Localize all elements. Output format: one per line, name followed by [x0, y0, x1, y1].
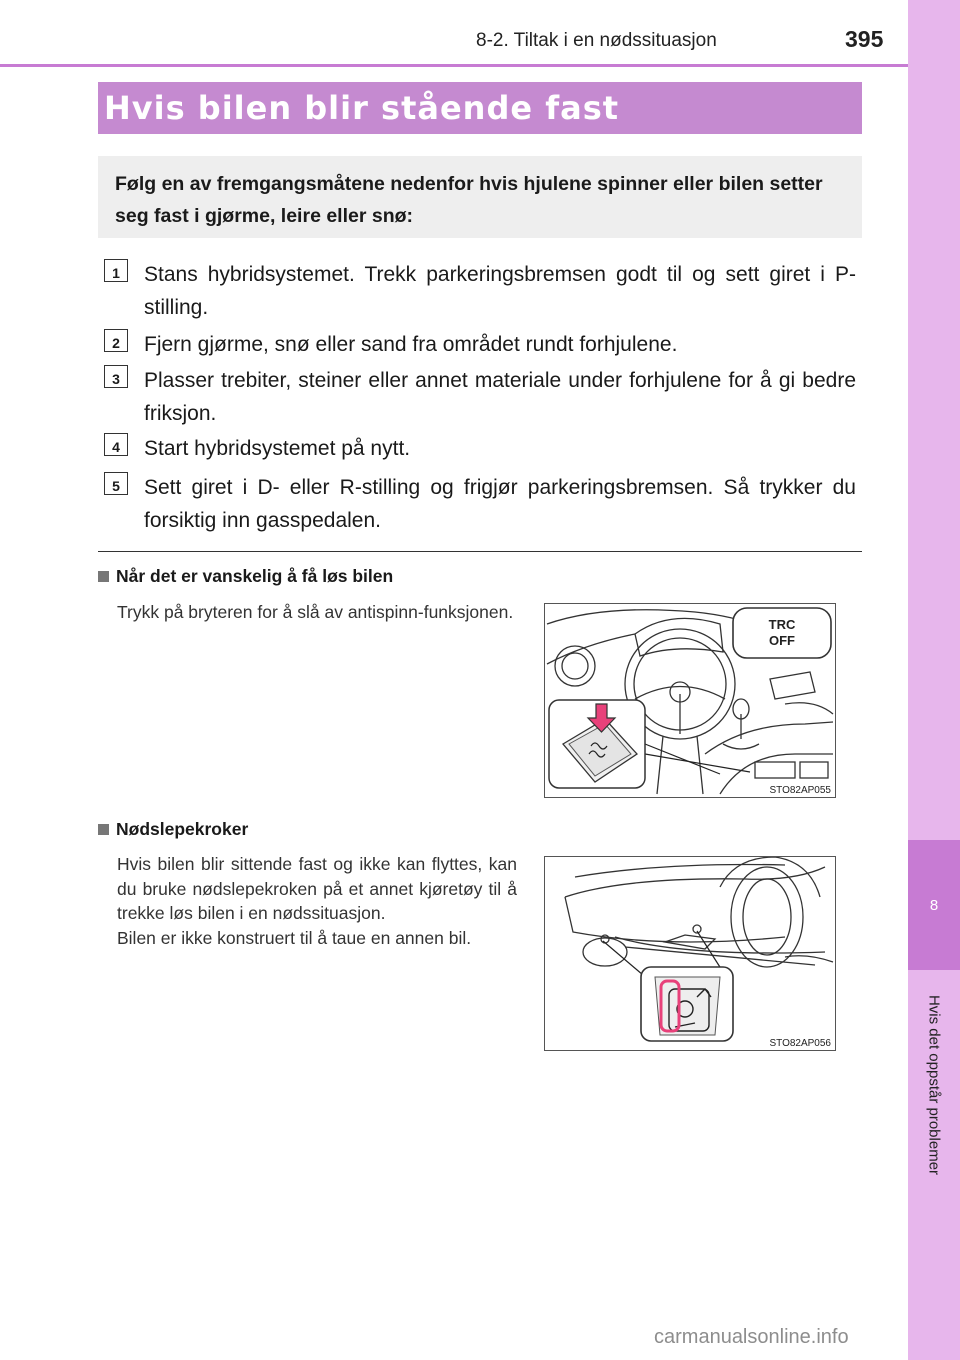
- step-3: [104, 364, 856, 430]
- step-text: Fjern gjørme, snø eller sand fra området rundt forhjulene.: [144, 333, 678, 356]
- figure-code: STO82AP056: [769, 1038, 831, 1049]
- square-bullet-icon: [98, 824, 109, 835]
- figure-trc-off-switch: [544, 603, 836, 798]
- step-number: 2: [104, 329, 128, 352]
- subsection-heading-tow-hooks: [98, 819, 248, 840]
- title-bar: [98, 82, 862, 134]
- header-rule: [0, 64, 908, 67]
- subsection-text-stuck: Trykk på bryteren for å slå av antispinn-funksjonen.: [117, 602, 514, 622]
- section-divider: [98, 551, 862, 552]
- step-5: [104, 471, 856, 537]
- intro-text: Følg en av fremgangsmåtene nedenfor hvis hjulene spinner eller bilen setter seg fast i gjørme, leire eller snø:: [115, 173, 823, 227]
- step-number: 1: [104, 259, 128, 282]
- chapter-number: 8: [908, 840, 960, 970]
- step-text: Stans hybridsystemet. Trekk parkeringsbremsen godt til og sett giret i P-stilling.: [144, 263, 856, 319]
- watermark: carmanualsonline.info: [654, 1326, 849, 1348]
- step-number: 5: [104, 472, 128, 495]
- step-2: [104, 328, 856, 361]
- section-header: 8-2. Tiltak i en nødssituasjon: [476, 30, 717, 51]
- figure-code: STO82AP055: [769, 785, 831, 796]
- step-1: [104, 258, 856, 324]
- tow-hook-paragraph-2: Bilen er ikke konstruert til å taue en annen bil.: [117, 927, 472, 948]
- subsection-heading-text: Når det er vanskelig å få løs bilen: [116, 566, 394, 586]
- trc-off-illustration: [545, 604, 835, 797]
- page-number: 395: [845, 26, 884, 52]
- chapter-title: Hvis det oppstår problemer: [925, 994, 943, 1176]
- intro-box: [98, 156, 862, 238]
- subsection-heading-text: Nødslepekroker: [116, 819, 249, 839]
- subsection-heading-stuck: [98, 566, 393, 587]
- step-number: 4: [104, 433, 128, 456]
- step-text: Sett giret i D- eller R-stilling og frigjør parkeringsbremsen. Så trykker du forsiktig inn gasspedalen.: [144, 476, 856, 532]
- step-text: Plasser trebiter, steiner eller annet materiale under forhjulene for å gi bedre friksjon.: [144, 369, 856, 425]
- step-text: Start hybridsystemet på nytt.: [144, 437, 411, 460]
- tow-hook-paragraph-1: Hvis bilen blir sittende fast og ikke kan flyttes, kan du bruke nødslepekroken på et annet kjøretøy til å trekke løs bilen i en nødssituasjon.: [117, 854, 517, 923]
- step-4: [104, 432, 856, 465]
- subsection-text-tow-hooks: [117, 852, 517, 950]
- callout-line-2: OFF: [769, 633, 795, 648]
- step-number: 3: [104, 365, 128, 388]
- callout-line-1: TRC: [768, 617, 796, 632]
- page-title: Hvis bilen blir stående fast: [104, 89, 620, 127]
- tow-hook-illustration: [545, 857, 835, 1050]
- square-bullet-icon: [98, 571, 109, 582]
- figure-tow-hook: [544, 856, 836, 1051]
